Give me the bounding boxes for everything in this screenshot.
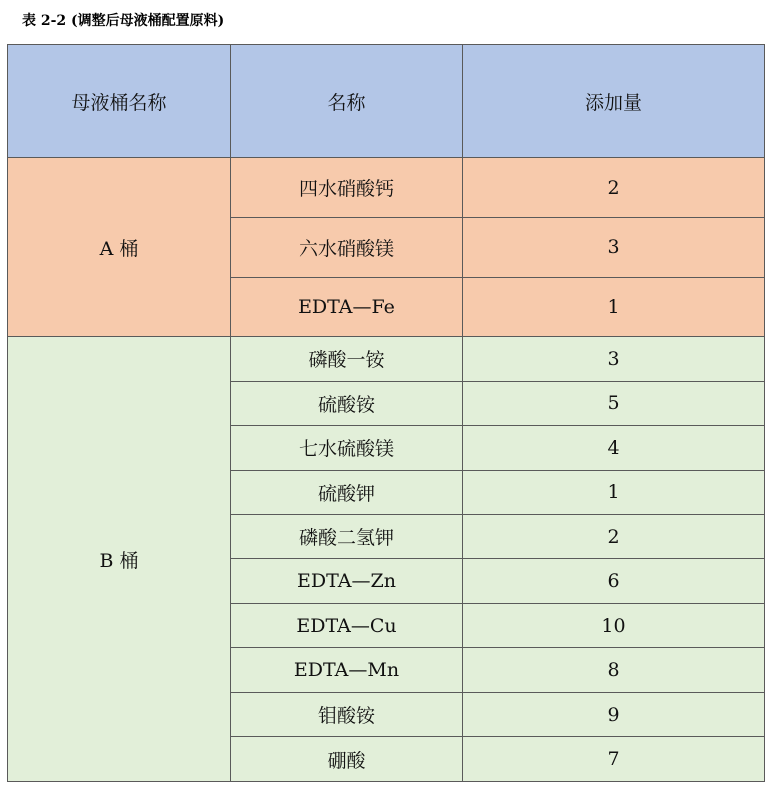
material-name: 磷酸二氢钾	[231, 515, 463, 559]
material-amount: 3	[463, 217, 765, 277]
material-amount: 7	[463, 737, 765, 782]
material-amount: 3	[463, 337, 765, 381]
material-name: EDTA—Mn	[231, 648, 463, 692]
group-a-label: A 桶	[8, 158, 231, 337]
header-tank-name: 母液桶名称	[8, 45, 231, 158]
material-amount: 10	[463, 603, 765, 647]
material-name: EDTA—Fe	[231, 277, 463, 337]
material-name: EDTA—Cu	[231, 603, 463, 647]
material-amount: 5	[463, 381, 765, 425]
table-row	[8, 158, 765, 218]
material-name: 七水硫酸镁	[231, 426, 463, 470]
material-amount: 4	[463, 426, 765, 470]
material-name: 硼酸	[231, 737, 463, 782]
mother-liquor-table	[7, 44, 765, 782]
material-name: 六水硝酸镁	[231, 217, 463, 277]
material-amount: 2	[463, 158, 765, 218]
table-row	[8, 337, 765, 381]
material-amount: 8	[463, 648, 765, 692]
material-name: 硫酸铵	[231, 381, 463, 425]
header-row	[8, 45, 765, 158]
material-amount: 9	[463, 692, 765, 736]
table-caption: 表 2-2 (调整后母液桶配置原料)	[22, 13, 225, 29]
material-name: EDTA—Zn	[231, 559, 463, 603]
material-name: 硫酸钾	[231, 470, 463, 514]
material-name: 磷酸一铵	[231, 337, 463, 381]
material-amount: 1	[463, 277, 765, 337]
material-amount: 2	[463, 515, 765, 559]
material-name: 四水硝酸钙	[231, 158, 463, 218]
header-amount: 添加量	[463, 45, 765, 158]
material-amount: 6	[463, 559, 765, 603]
material-amount: 1	[463, 470, 765, 514]
group-b-label: B 桶	[8, 337, 231, 782]
header-material-name: 名称	[231, 45, 463, 158]
material-name: 钼酸铵	[231, 692, 463, 736]
